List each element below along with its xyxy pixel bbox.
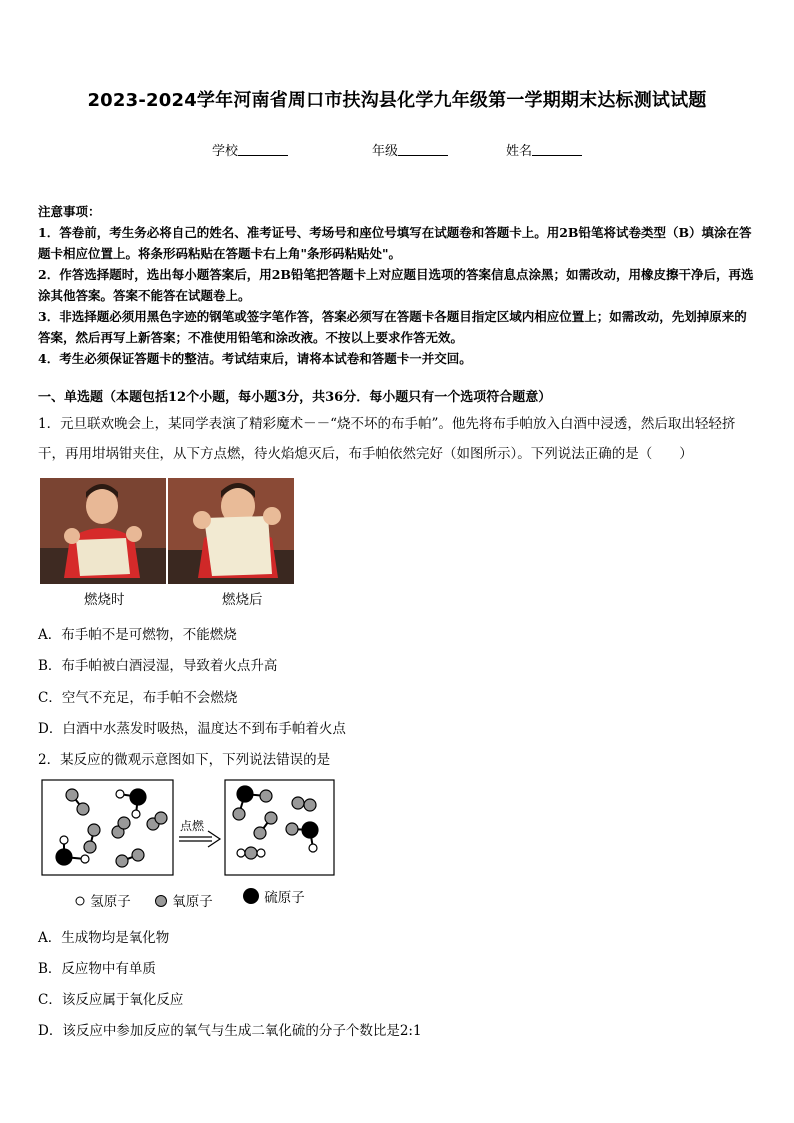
- arrow-label: 点燃: [180, 819, 205, 833]
- school-field: 学校: [212, 140, 288, 159]
- q2-option-c: C．该反应属于氧化反应: [38, 992, 184, 1008]
- section-heading: 一、单选题（本题包括12个小题，每小题3分，共36分．每小题只有一个选项符合题意）: [38, 390, 552, 405]
- q1-option-d: D．白酒中水蒸发时吸热，温度达不到布手帕着火点: [38, 721, 346, 737]
- reaction-diagram: [40, 778, 340, 880]
- note-item: 2．作答选择题时，选出每小题答案后，用2B铅笔把答题卡上对应题目选项的答案信息点涂黑；如需改动，用橡皮擦干净后，再选涂其他答案。答案不能答在试题卷上。: [38, 267, 754, 303]
- q1-option-b: B．布手帕被白酒浸湿，导致着火点升高: [38, 658, 278, 674]
- q2-option-a: A．生成物均是氧化物: [38, 930, 170, 946]
- legend-hydrogen: 氢原子: [74, 890, 131, 910]
- photo-burning: [40, 478, 166, 584]
- name-field: 姓名: [506, 140, 582, 159]
- question-1-stem: 1．元旦联欢晚会上，某同学表演了精彩魔术－－“烧不坏的布手帕”。他先将布手帕放入白酒中浸透，然后取出轻轻挤干，再用坩埚钳夹住，从下方点燃，待火焰熄灭后，布手帕依然完好（如图所示）。下列说法正确的是（ ）: [38, 416, 736, 462]
- legend-oxygen: 氧原子: [154, 890, 213, 910]
- legend-sulfur: 硫原子: [242, 886, 305, 906]
- q2-option-d: D．该反应中参加反应的氧气与生成二氧化硫的分子个数比是2:1: [38, 1023, 422, 1039]
- note-item: 1．答卷前，考生务必将自己的姓名、准考证号、考场号和座位号填写在试题卷和答题卡上。用2B铅笔将试卷类型（B）填涂在答题卡相应位置上。将条形码粘贴在答题卡右上角"条形码粘贴处"。: [38, 225, 752, 261]
- notes-block: [38, 201, 758, 369]
- q2-option-b: B．反应物中有单质: [38, 961, 156, 977]
- note-item: 4．考生必须保证答题卡的整洁。考试结束后，请将本试卷和答题卡一并交回。: [38, 351, 472, 366]
- exam-title: 2023-2024学年河南省周口市扶沟县化学九年级第一学期期末达标测试试题: [87, 90, 707, 111]
- caption-burning: 燃烧时: [84, 592, 125, 608]
- q1-option-a: A．布手帕不是可燃物，不能燃烧: [38, 627, 237, 643]
- photo-after-burning: [168, 478, 294, 584]
- grade-field: 年级: [372, 140, 448, 159]
- q1-option-c: C．空气不充足，布手帕不会燃烧: [38, 690, 238, 706]
- caption-after-burning: 燃烧后: [222, 592, 263, 608]
- question-2-stem: 2．某反应的微观示意图如下，下列说法错误的是: [38, 752, 331, 768]
- notes-heading: 注意事项：: [38, 204, 101, 219]
- note-item: 3．非选择题必须用黑色字迹的钢笔或签字笔作答，答案必须写在答题卡各题目指定区域内相应位置上；如需改动，先划掉原来的答案，然后再写上新答案；不准使用铅笔和涂改液。不按以上要求作答无效。: [38, 309, 747, 345]
